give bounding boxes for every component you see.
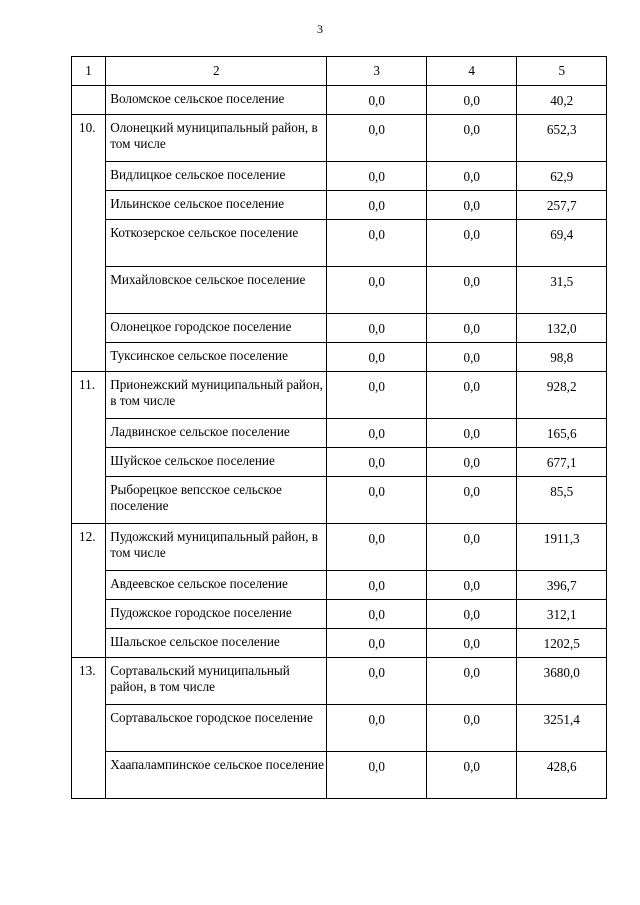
row-col-3: 0,0 [327, 220, 427, 267]
row-col-5: 3251,4 [517, 705, 607, 752]
table-row [72, 477, 607, 524]
row-name: Михайловское сельское поселение [106, 267, 327, 314]
table-row [72, 629, 607, 658]
header-col-5: 5 [517, 57, 607, 86]
row-name: Прионежский муниципальный район, в том числе [106, 372, 327, 419]
row-col-5: 1911,3 [517, 524, 607, 571]
table-row [72, 314, 607, 343]
row-col-4: 0,0 [426, 448, 517, 477]
row-col-4: 0,0 [426, 600, 517, 629]
row-col-5: 428,6 [517, 752, 607, 799]
row-col-3: 0,0 [327, 524, 427, 571]
row-col-4: 0,0 [426, 115, 517, 162]
row-index [72, 86, 106, 115]
row-col-3: 0,0 [327, 419, 427, 448]
row-name: Рыборецкое вепсское сельское поселение [106, 477, 327, 524]
row-name: Сортавальский муниципальный район, в том числе [106, 658, 327, 705]
row-name: Ладвинское сельское поселение [106, 419, 327, 448]
table-row [72, 705, 607, 752]
row-col-3: 0,0 [327, 752, 427, 799]
row-index: 11. [72, 372, 106, 524]
row-col-3: 0,0 [327, 600, 427, 629]
row-name: Хаапалампинское сельское поселение [106, 752, 327, 799]
row-col-4: 0,0 [426, 419, 517, 448]
table-body [72, 86, 607, 799]
row-col-3: 0,0 [327, 191, 427, 220]
row-index: 10. [72, 115, 106, 372]
row-name: Олонецкий муниципальный район, в том числе [106, 115, 327, 162]
row-index: 13. [72, 658, 106, 799]
table-row [72, 658, 607, 705]
table-row [72, 448, 607, 477]
row-name: Олонецкое городское поселение [106, 314, 327, 343]
row-col-4: 0,0 [426, 343, 517, 372]
row-name: Туксинское сельское поселение [106, 343, 327, 372]
row-col-4: 0,0 [426, 629, 517, 658]
row-col-3: 0,0 [327, 477, 427, 524]
row-index: 12. [72, 524, 106, 658]
table-row [72, 343, 607, 372]
row-name: Шальское сельское поселение [106, 629, 327, 658]
row-col-4: 0,0 [426, 267, 517, 314]
table-row [72, 191, 607, 220]
row-col-4: 0,0 [426, 86, 517, 115]
row-col-5: 928,2 [517, 372, 607, 419]
row-name: Видлицкое сельское поселение [106, 162, 327, 191]
row-name: Авдеевское сельское поселение [106, 571, 327, 600]
row-col-3: 0,0 [327, 162, 427, 191]
row-col-4: 0,0 [426, 372, 517, 419]
row-col-4: 0,0 [426, 191, 517, 220]
table-row [72, 162, 607, 191]
row-col-5: 98,8 [517, 343, 607, 372]
row-col-3: 0,0 [327, 571, 427, 600]
data-table [71, 56, 607, 799]
row-col-5: 62,9 [517, 162, 607, 191]
row-col-4: 0,0 [426, 752, 517, 799]
row-col-5: 396,7 [517, 571, 607, 600]
row-col-3: 0,0 [327, 629, 427, 658]
table-row [72, 220, 607, 267]
table-row [72, 524, 607, 571]
row-col-3: 0,0 [327, 86, 427, 115]
row-name: Шуйское сельское поселение [106, 448, 327, 477]
row-name: Сортавальское городское поселение [106, 705, 327, 752]
row-col-5: 165,6 [517, 419, 607, 448]
row-col-4: 0,0 [426, 477, 517, 524]
row-col-5: 132,0 [517, 314, 607, 343]
table-row [72, 115, 607, 162]
header-col-1: 1 [72, 57, 106, 86]
row-col-5: 69,4 [517, 220, 607, 267]
row-col-5: 3680,0 [517, 658, 607, 705]
table-row [72, 419, 607, 448]
header-row [72, 57, 607, 86]
row-col-3: 0,0 [327, 448, 427, 477]
table-row [72, 267, 607, 314]
header-col-4: 4 [426, 57, 517, 86]
table-row [72, 752, 607, 799]
row-col-4: 0,0 [426, 314, 517, 343]
page-number: 3 [317, 22, 323, 36]
table-row [72, 571, 607, 600]
row-col-4: 0,0 [426, 162, 517, 191]
row-name: Коткозерское сельское поселение [106, 220, 327, 267]
row-col-3: 0,0 [327, 372, 427, 419]
row-col-5: 85,5 [517, 477, 607, 524]
row-col-4: 0,0 [426, 220, 517, 267]
row-name: Пудожское городское поселение [106, 600, 327, 629]
row-name: Воломское сельское поселение [106, 86, 327, 115]
row-col-3: 0,0 [327, 267, 427, 314]
row-col-4: 0,0 [426, 705, 517, 752]
row-col-4: 0,0 [426, 658, 517, 705]
row-col-5: 1202,5 [517, 629, 607, 658]
row-col-3: 0,0 [327, 658, 427, 705]
row-col-5: 312,1 [517, 600, 607, 629]
table-row [72, 86, 607, 115]
table-row [72, 600, 607, 629]
row-col-3: 0,0 [327, 343, 427, 372]
row-col-4: 0,0 [426, 571, 517, 600]
row-col-4: 0,0 [426, 524, 517, 571]
header-col-2: 2 [106, 57, 327, 86]
row-name: Пудожский муниципальный район, в том числе [106, 524, 327, 571]
row-col-5: 257,7 [517, 191, 607, 220]
row-col-5: 677,1 [517, 448, 607, 477]
row-col-3: 0,0 [327, 314, 427, 343]
row-name: Ильинское сельское поселение [106, 191, 327, 220]
row-col-5: 40,2 [517, 86, 607, 115]
row-col-3: 0,0 [327, 115, 427, 162]
header-col-3: 3 [327, 57, 427, 86]
table-row [72, 372, 607, 419]
row-col-5: 652,3 [517, 115, 607, 162]
row-col-3: 0,0 [327, 705, 427, 752]
row-col-5: 31,5 [517, 267, 607, 314]
